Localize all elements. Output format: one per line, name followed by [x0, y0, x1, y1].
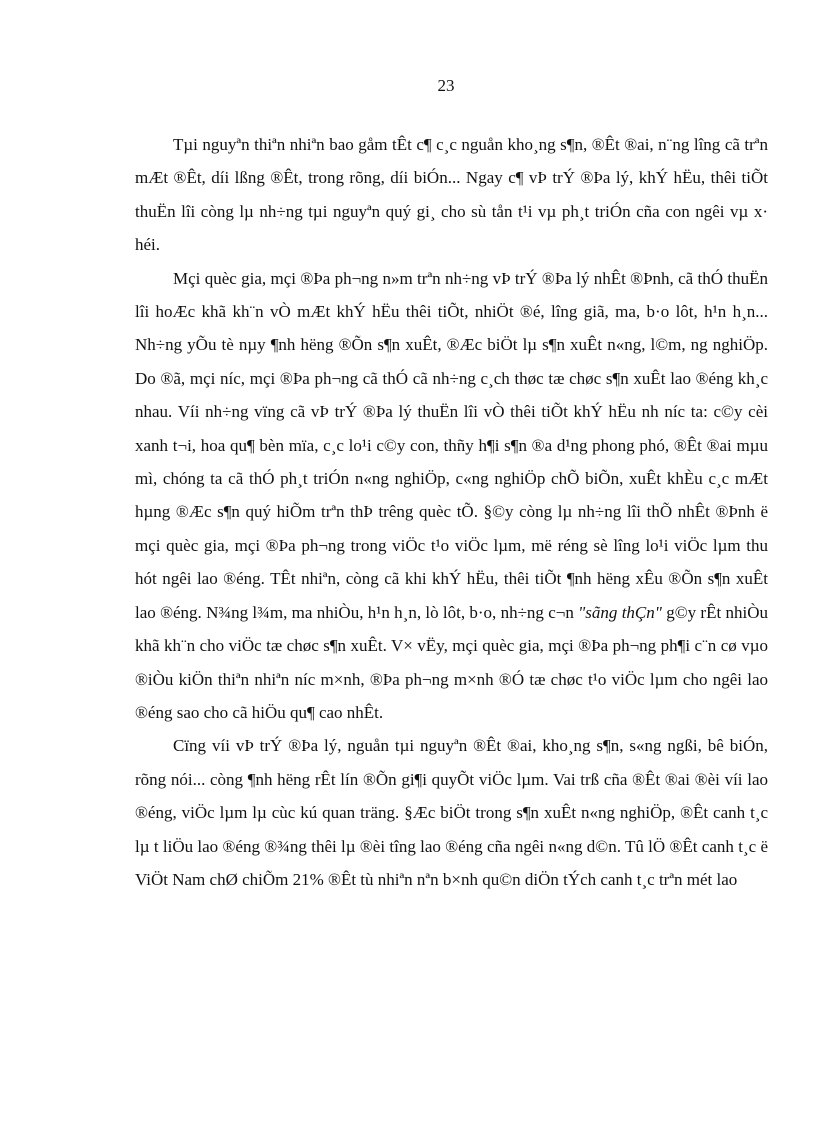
paragraph-2: [135, 262, 768, 730]
paragraph-2-text: Mçi quèc gia, mçi ®Þa ph¬ng n»m trªn nh÷ng vÞ trÝ ®Þa lý nhÊt ®Þnh, cã thÓ thuËn lîi hoÆc khã kh¨n vÒ mÆt khÝ hËu thêi tiÕt, nhiÖt ®é, lîng giã, ma, b·o lôt, h¹n h¸n... Nh÷ng yÕu tè nµy ¶nh hëng ®Õn s¶n xuÊt, ®Æc biÖt lµ s¶n xuÊt n«ng, l©m, ng nghiÖp. Do ®ã, mçi níc, mçi ®Þa ph¬ng cã thÓ cã nh÷ng c¸ch thøc tæ chøc s¶n xuÊt lao ®éng kh¸c nhau. Víi nh÷ng vïng cã vÞ trÝ ®Þa lý thuËn lîi vÒ thêi tiÕt khÝ hËu nh níc ta: c©y cèi xanh t¬i, hoa qu¶ bèn mïa, c¸c lo¹i c©y con, thñy h¶i s¶n ®a d¹ng phong phó, ®Êt ®ai mµu mì, chóng ta cã thÓ ph¸t triÓn n«ng nghiÖp, c«ng nghiÖp chÕ biÕn, xuÊt khÈu c¸c mÆt hµng ®Æc s¶n quý hiÕm trªn thÞ trêng quèc tÕ. §©y còng lµ nh÷ng lîi thÕ nhÊt ®Þnh ë mçi quèc gia, mçi ®Þa ph¬ng trong viÖc t¹o viÖc lµm, më réng sè lîng lo¹i viÖc lµm thu hót ngêi lao ®éng. TÊt nhiªn, còng cã khi khÝ hËu, thêi tiÕt ¶nh hëng xÊu ®Õn s¶n xuÊt lao ®éng. N¾ng l¾m, ma nhiÒu, h¹n h¸n, lò lôt, b·o, nh÷ng c¬n: [135, 268, 768, 622]
paragraph-1: Tµi nguyªn thiªn nhiªn bao gåm tÊt c¶ c¸c nguån kho¸ng s¶n, ®Êt ®ai, n¨ng lîng cã trªn mÆt ®Êt, díi lßng ®Êt, trong rõng, díi biÓn... Ngay c¶ vÞ trÝ ®Þa lý, khÝ hËu, thêi tiÕt thuËn lîi còng lµ nh÷ng tµi nguyªn quý gi¸ cho sù tån t¹i vµ ph¸t triÓn cña con ngêi vµ x· héi.: [135, 135, 768, 255]
paragraph-2-tail: g©y rÊt nhiÒu khã kh¨n cho viÖc tæ chøc s¶n xuÊt. V× vËy, mçi quèc gia, mçi ®Þa ph¬ng ph¶i c¨n cø vµo ®iÒu kiÖn thiªn nhiªn níc m×nh, ®Þa ph¬ng m×nh ®Ó tæ chøc t¹o viÖc lµm cho ngêi lao ®éng sao cho cã hiÖu qu¶ cao nhÊt.: [135, 602, 768, 722]
paragraph-2-emphasis: "sãng thÇn": [578, 602, 662, 622]
page-number: 23: [437, 76, 455, 95]
body-text: [135, 128, 768, 896]
paragraph-3: Cïng víi vÞ trÝ ®Þa lý, nguån tµi nguyªn ®Êt ®ai, kho¸ng s¶n, s«ng ngßi, bê biÓn, rõng nói... còng ¶nh hëng rÊt lín ®Õn gi¶i quyÕt viÖc lµm. Vai trß cña ®Êt ®ai ®èi víi lao ®éng, viÖc lµm lµ cùc kú quan träng. §Æc biÖt trong s¶n xuÊt n«ng nghiÖp, ®Êt canh t¸c lµ t liÖu lao ®éng ®¾ng thêi lµ ®èi tîng lao ®éng cña ngêi n«ng d©n. Tû lÖ ®Êt canh t¸c ë ViÖt Nam chØ chiÕm 21% ®Êt tù nhiªn nªn b×nh qu©n diÖn tÝch canh t¸c trªn mét lao: [135, 736, 768, 889]
